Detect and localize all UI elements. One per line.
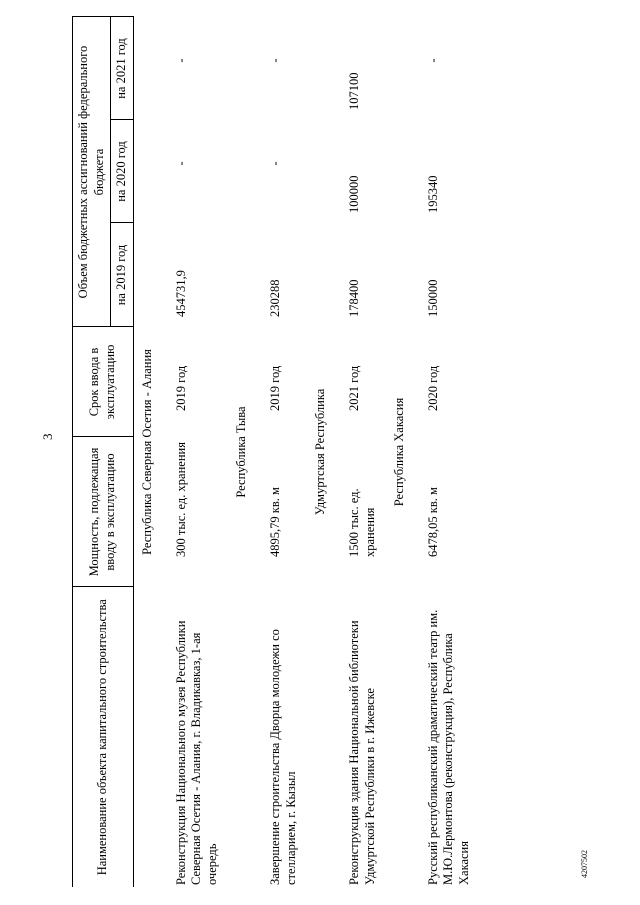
object-term: 2020 год [425, 365, 440, 411]
budget-2021: 107100 [346, 72, 361, 110]
header-2019: на 2019 год [111, 223, 134, 327]
budget-2019: 454731,9 [173, 270, 188, 317]
object-name: Завершение строительства Дворца молодежи со стелларием, г. Кызыл [268, 629, 298, 885]
header-budget-group: Объем бюджетных ассигнований федерального бюджета [73, 17, 111, 327]
table-row [343, 17, 386, 887]
budget-2019: 178400 [346, 279, 361, 317]
region-heading: Республика Тыва [234, 406, 249, 498]
table-row [170, 17, 229, 887]
budget-2021: - [268, 58, 282, 63]
object-name: Реконструкция Национального музея Республики Северная Осетия - Алания, г. Владикавказ, 1-ая очередь [173, 620, 219, 885]
budget-2020: - [173, 161, 188, 166]
object-name: Русский республиканский драматический театр им. М.Ю.Лермонтова (реконструкция), Республика Хакасия [425, 609, 471, 885]
budget-2020: 100000 [346, 175, 361, 213]
object-capacity: 6478,05 кв. м [425, 487, 440, 557]
budget-2021: - [173, 58, 188, 63]
region-heading: Удмуртская Республика [313, 388, 328, 516]
region-heading: Республика Северная Осетия - Алания [139, 349, 154, 555]
object-capacity: 4895,79 кв. м [268, 487, 282, 557]
object-capacity: 1500 тыс. ед. хранения [346, 488, 377, 557]
header-2020: на 2020 год [111, 120, 134, 223]
page-number: 3 [40, 433, 55, 440]
budget-2019: 230288 [268, 279, 282, 317]
region-heading: Республика Хакасия [392, 397, 407, 507]
header-2021: на 2021 год [111, 17, 134, 120]
object-capacity: 300 тыс. ед. хранения [173, 442, 188, 557]
budget-2021: - [425, 58, 440, 63]
object-term: 2021 год [346, 365, 361, 411]
document-code: 4207502 [580, 850, 589, 878]
header-capacity: Мощность, подлежащая вводу в эксплуатацию [73, 437, 134, 587]
budget-table [72, 17, 481, 888]
budget-2019: 150000 [425, 279, 440, 317]
object-term: 2019 год [173, 365, 188, 411]
budget-2020: - [268, 161, 282, 166]
header-name: Наименование объекта капитального строительства [73, 587, 134, 887]
object-name: Реконструкция здания Национальной библиотеки Удмуртской Республики в г. Ижевске [346, 620, 377, 885]
header-term: Срок ввода в эксплуатацию [73, 327, 134, 437]
table-row [422, 17, 481, 887]
rotated-table-container [72, 17, 607, 887]
budget-2020: 195340 [425, 175, 440, 213]
table-row [264, 17, 307, 887]
object-term: 2019 год [268, 365, 282, 411]
